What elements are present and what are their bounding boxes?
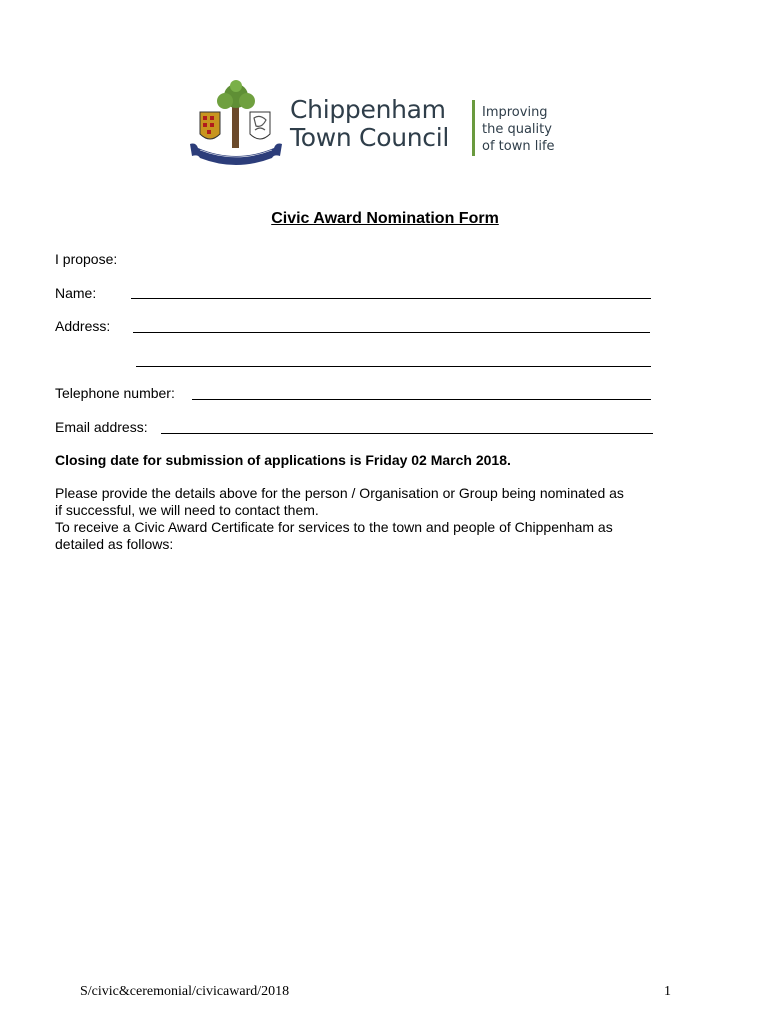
council-crest-icon xyxy=(186,78,286,168)
instructions-paragraph xyxy=(55,485,705,553)
telephone-field[interactable] xyxy=(192,399,651,400)
telephone-label: Telephone number: xyxy=(55,385,175,401)
email-label: Email address: xyxy=(55,419,148,435)
email-field[interactable] xyxy=(161,433,653,434)
tagline-line3: of town life xyxy=(482,139,555,154)
address-field-line2[interactable] xyxy=(136,366,651,367)
council-name xyxy=(290,96,449,152)
document-reference: S/civic&ceremonial/civicaward/2018 xyxy=(80,984,290,999)
council-logo xyxy=(186,78,566,170)
council-tagline xyxy=(482,104,555,155)
instructions-line1: Please provide the details above for the person / Organisation or Group being nominated as xyxy=(55,485,624,501)
form-title: Civic Award Nomination Form xyxy=(271,210,499,227)
name-label: Name: xyxy=(55,285,97,301)
closing-date-notice: Closing date for submission of applications is Friday 02 March 2018. xyxy=(55,452,511,468)
name-field[interactable] xyxy=(131,298,651,299)
logo-divider xyxy=(472,100,475,156)
instructions-line3: To receive a Civic Award Certificate for services to the town and people of Chippenham as xyxy=(55,519,613,535)
instructions-line4: detailed as follows: xyxy=(55,536,174,552)
instructions-line2: if successful, we will need to contact them. xyxy=(55,502,319,518)
address-field-line1[interactable] xyxy=(133,332,650,333)
page-number: 1 xyxy=(664,984,671,999)
tagline-line2: the quality xyxy=(482,122,552,137)
propose-label: I propose: xyxy=(55,251,118,267)
council-name-line1: Chippenham xyxy=(290,95,446,124)
tagline-line1: Improving xyxy=(482,105,548,120)
council-name-line2: Town Council xyxy=(290,123,450,152)
address-label: Address: xyxy=(55,318,111,334)
